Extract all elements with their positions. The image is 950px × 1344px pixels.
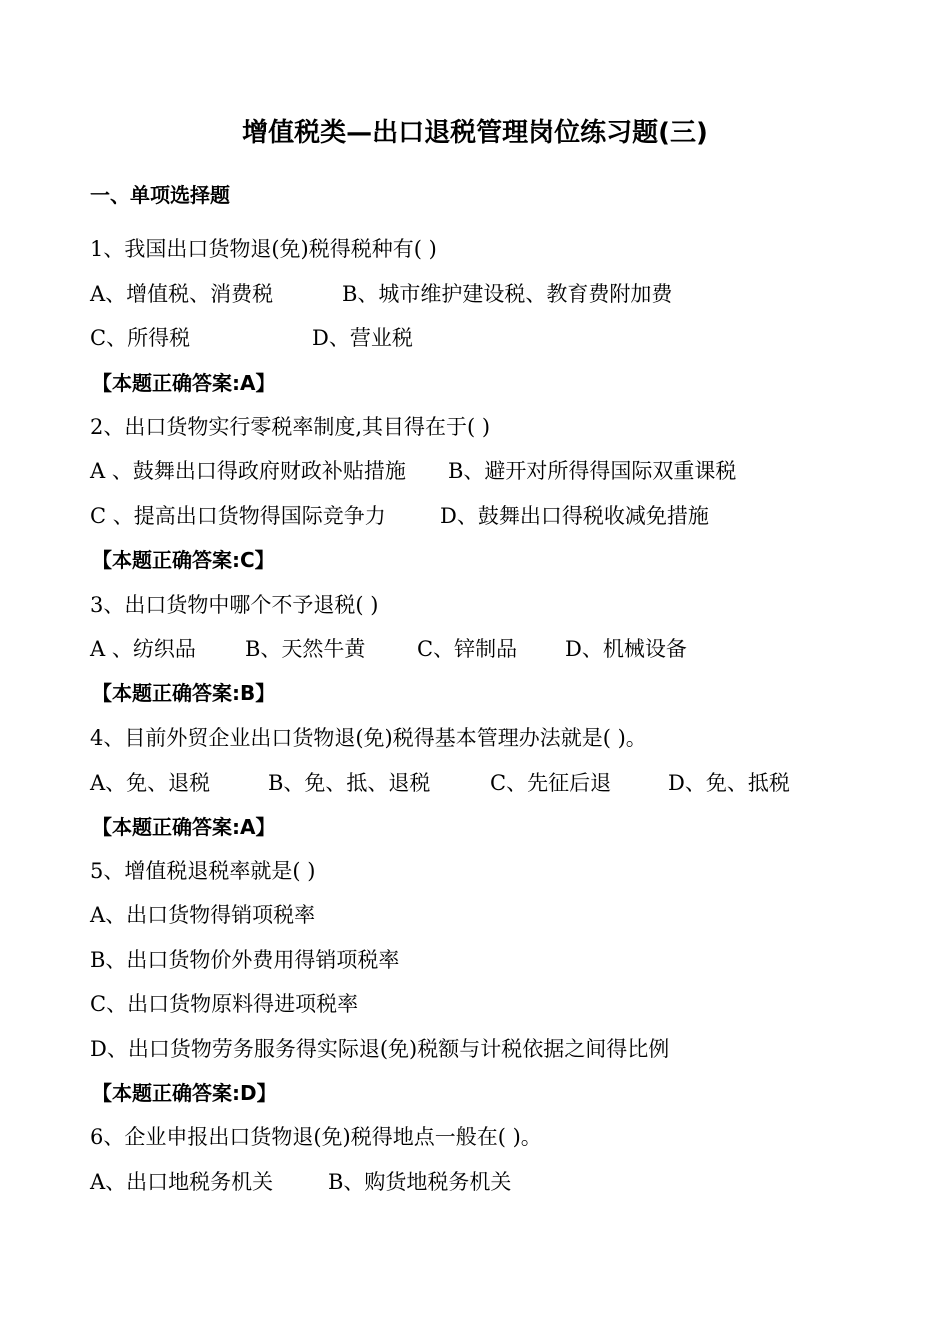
question-5-option-b: B、出口货物价外费用得销项税率 — [90, 948, 400, 972]
question-4-stem: 4、目前外贸企业出口货物退(免)税得基本管理办法就是( )。 — [90, 726, 647, 750]
question-1-options-row-2 — [90, 325, 413, 351]
question-2-option-d: D、鼓舞出口得税收减免措施 — [440, 504, 709, 528]
document-title: 增值税类—出口退税管理岗位练习题(三) — [242, 118, 708, 148]
question-6-stem: 6、企业申报出口货物退(免)税得地点一般在( )。 — [90, 1125, 542, 1149]
question-4-answer: 【本题正确答案:A】 — [92, 815, 276, 839]
question-6-options-row-1 — [90, 1169, 511, 1195]
question-1-stem: 1、我国出口货物退(免)税得税种有( ) — [90, 237, 437, 261]
question-4-option-b: B、免、抵、退税 — [268, 771, 431, 795]
question-3-option-c: C、锌制品 — [417, 637, 518, 661]
question-4-option-c: C、先征后退 — [490, 771, 612, 795]
question-5-option-d: D、出口货物劳务服务得实际退(免)税额与计税依据之间得比例 — [90, 1037, 670, 1061]
question-2-answer: 【本题正确答案:C】 — [92, 548, 275, 572]
question-3-stem: 3、出口货物中哪个不予退税( ) — [90, 593, 379, 617]
question-4-option-a: A、免、退税 — [90, 771, 211, 795]
question-6-option-b: B、购货地税务机关 — [328, 1170, 512, 1194]
question-3-option-d: D、机械设备 — [565, 637, 687, 661]
question-6-option-a: A、出口地税务机关 — [90, 1170, 274, 1194]
question-2-option-b: B、避开对所得得国际双重课税 — [448, 459, 737, 483]
question-1-option-a: A、增值税、消费税 — [90, 282, 274, 306]
question-3-answer: 【本题正确答案:B】 — [92, 681, 276, 705]
question-4-option-d: D、免、抵税 — [668, 771, 790, 795]
section-heading: 一、单项选择题 — [90, 183, 230, 207]
question-3-option-a: A 、纺织品 — [90, 637, 196, 661]
question-4-options-row-1 — [90, 770, 790, 796]
question-2-options-row-2 — [90, 503, 709, 529]
question-5-answer: 【本题正确答案:D】 — [92, 1081, 277, 1105]
question-1-option-d: D、营业税 — [312, 326, 413, 350]
question-3-option-b: B、天然牛黄 — [245, 637, 366, 661]
question-2-option-a: A 、鼓舞出口得政府财政补贴措施 — [90, 459, 406, 483]
question-2-options-row-1 — [90, 458, 736, 484]
question-5-option-a: A、出口货物得销项税率 — [90, 903, 316, 927]
question-2-option-c: C 、提高出口货物得国际竞争力 — [90, 504, 386, 528]
question-3-options-row-1 — [90, 636, 687, 662]
question-1-option-b: B、城市维护建设税、教育费附加费 — [342, 282, 673, 306]
question-5-option-c: C、出口货物原料得进项税率 — [90, 992, 359, 1016]
question-1-answer: 【本题正确答案:A】 — [92, 371, 276, 395]
question-5-stem: 5、增值税退税率就是( ) — [90, 859, 316, 883]
question-1-options-row-1 — [90, 281, 672, 307]
question-2-stem: 2、出口货物实行零税率制度,其目得在于( ) — [90, 415, 491, 439]
question-1-option-c: C、所得税 — [90, 326, 191, 350]
